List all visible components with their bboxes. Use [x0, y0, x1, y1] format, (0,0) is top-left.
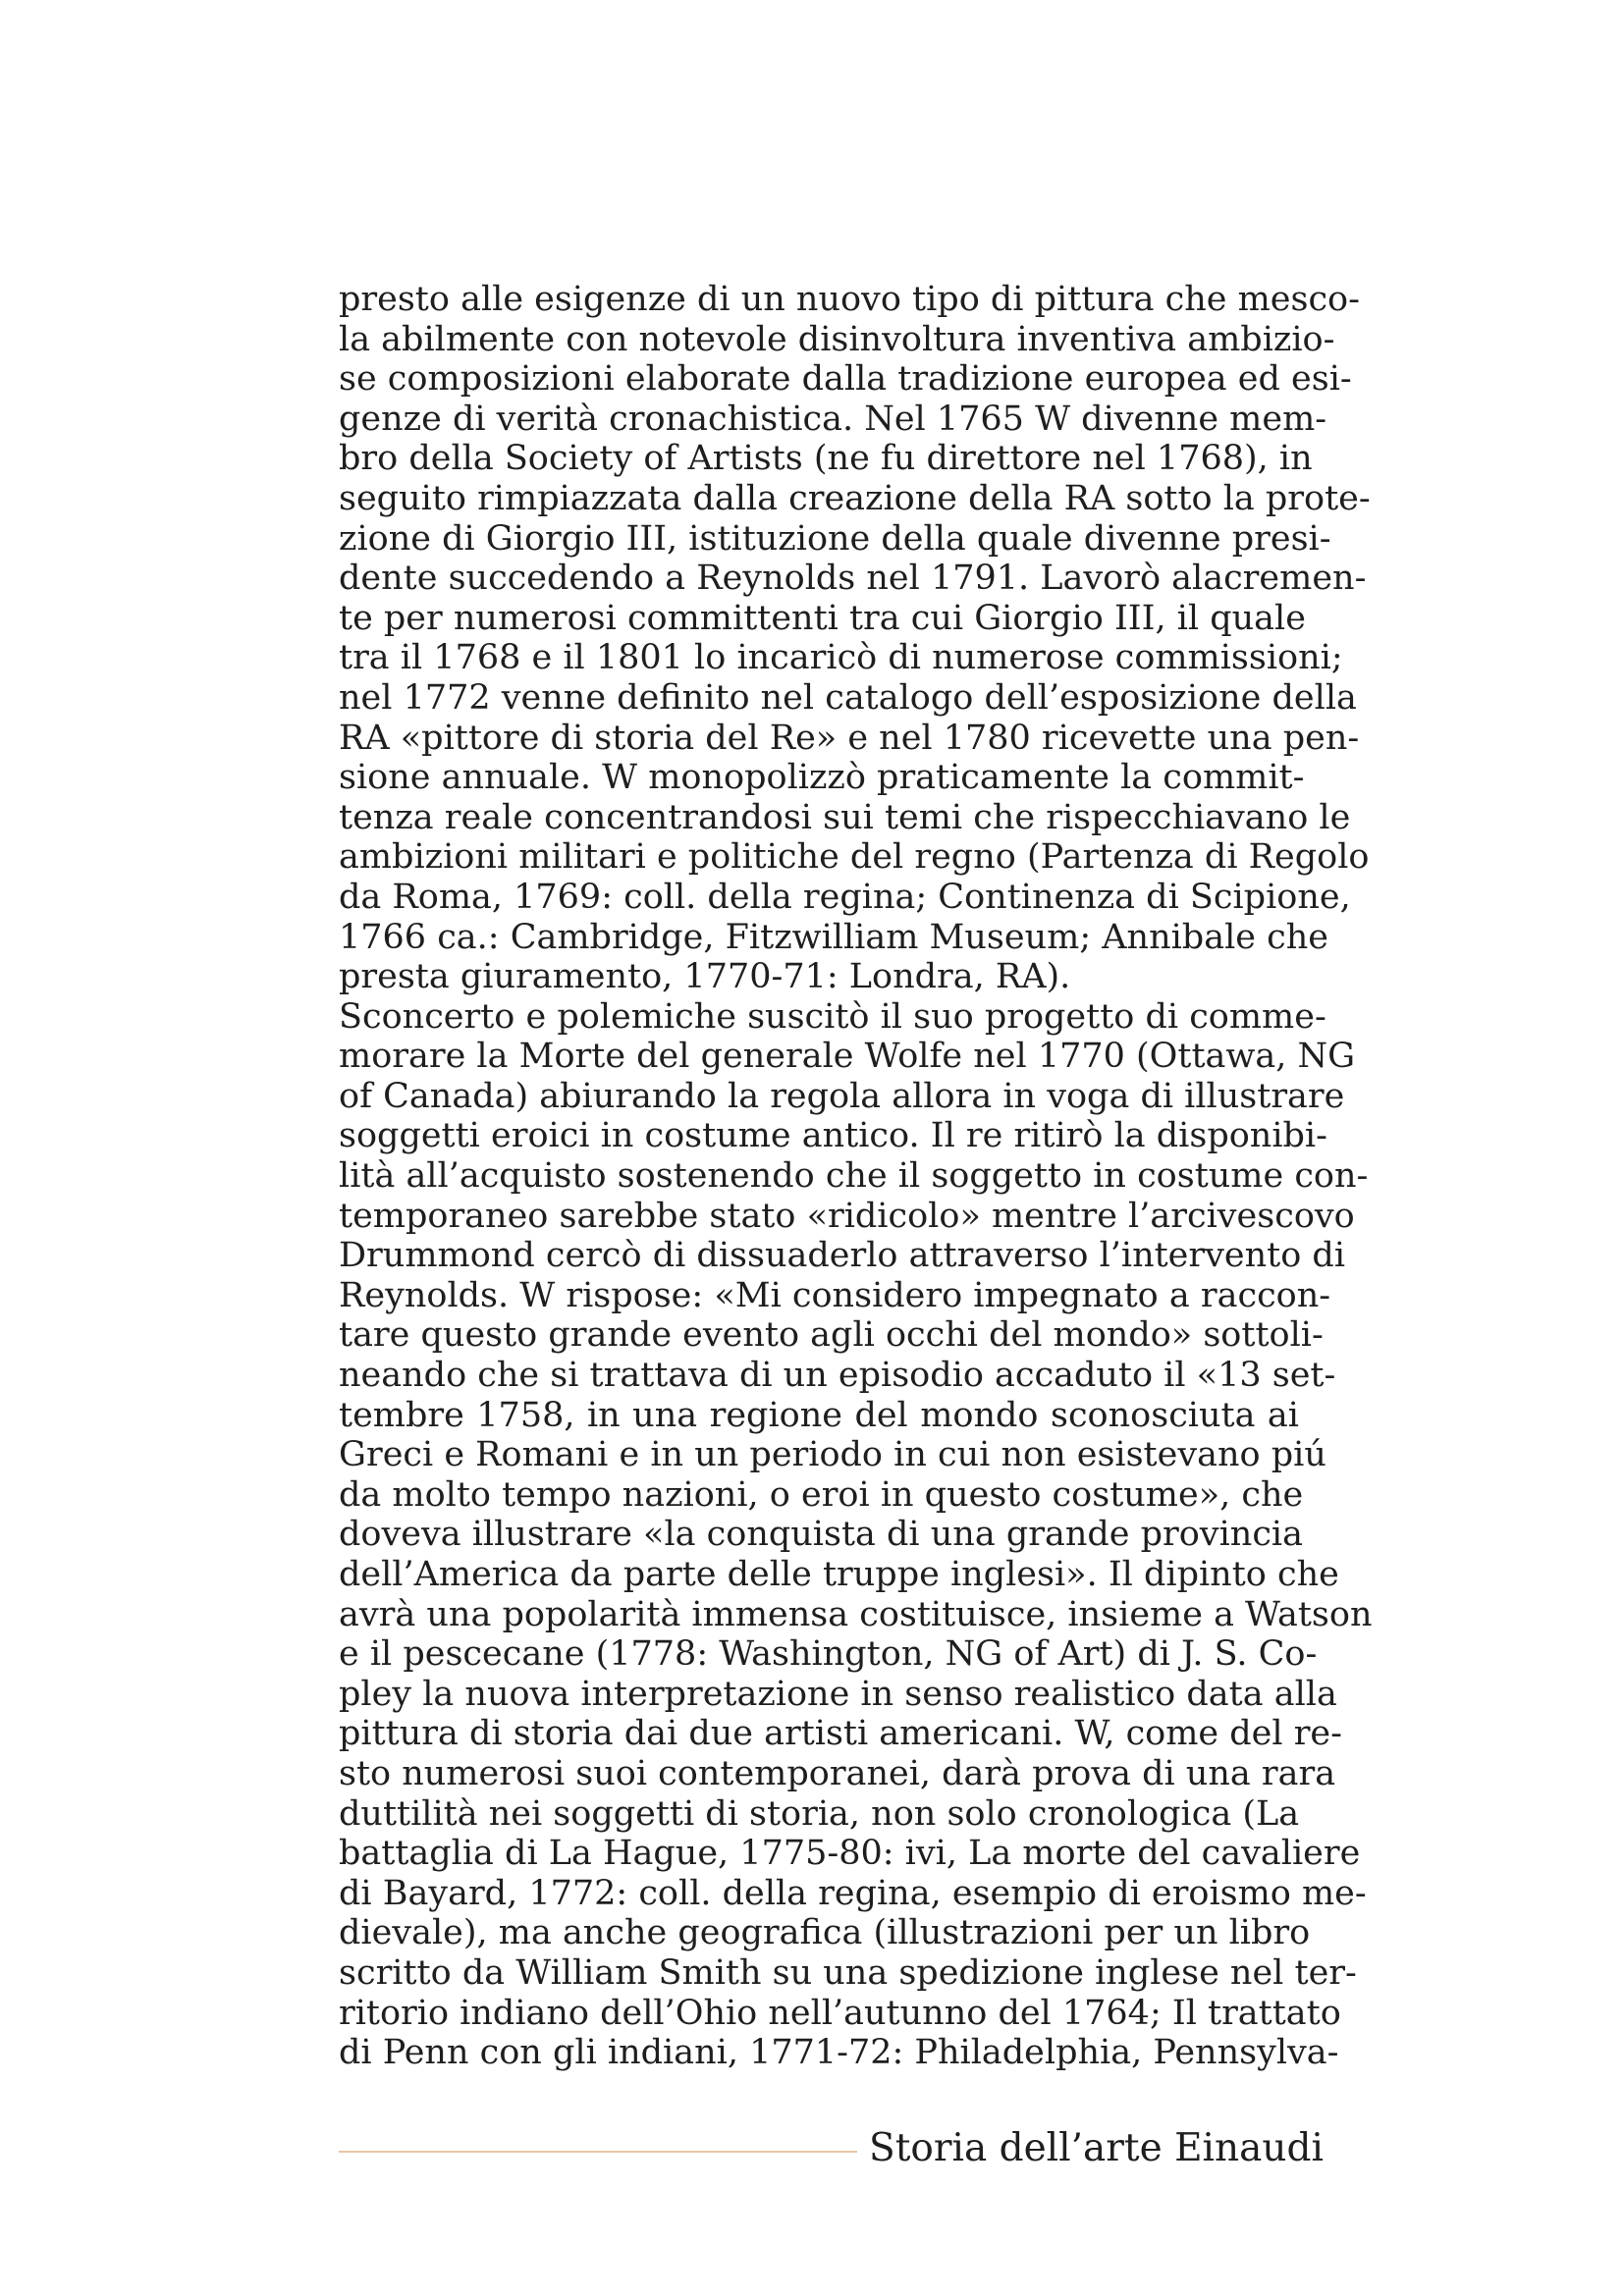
text-line: da molto tempo nazioni, o eroi in questo costume», che [339, 1474, 1304, 1515]
body-text [339, 280, 1373, 2073]
text-line: 1766 ca.: Cambridge, Fitzwilliam Museum; Annibale che [339, 917, 1328, 957]
text-line: di Bayard, 1772: coll. della regina, esempio di eroismo me- [339, 1873, 1367, 1913]
text-line: seguito rimpiazzata dalla creazione della RA sotto la prote- [339, 478, 1371, 518]
text-line: tenza reale concentrandosi sui temi che rispecchiavano le [339, 797, 1351, 837]
text-line: neando che si trattava di un episodio accaduto il «13 set- [339, 1356, 1336, 1396]
text-line: battaglia di La Hague, 1775-80: ivi, La morte del cavaliere [339, 1834, 1361, 1874]
text-line: da Roma, 1769: coll. della regina; Continenza di Scipione, [339, 877, 1351, 917]
text-line: nel 1772 venne definito nel catalogo dell’esposizione della [339, 677, 1357, 718]
text-line: doveva illustrare «la conquista di una grande provincia [339, 1515, 1303, 1555]
text-line: dell’America da parte delle truppe inglesi». Il dipinto che [339, 1555, 1339, 1594]
text-line: duttilità nei soggetti di storia, non solo cronologica (La [339, 1793, 1300, 1834]
text-line: presta giuramento, 1770-71: Londra, RA). [339, 957, 1071, 997]
footer-rule [339, 2151, 857, 2153]
text-line: la abilmente con notevole disinvoltura inventiva ambizio- [339, 319, 1335, 359]
text-line: zione di Giorgio III, istituzione della quale divenne presi- [339, 518, 1331, 559]
text-line: Reynolds. W rispose: «Mi considero impegnato a raccon- [339, 1275, 1331, 1315]
text-line: sione annuale. W monopolizzò praticamente la commit- [339, 758, 1305, 798]
text-line: dievale), ma anche geografica (illustrazioni per un libro [339, 1913, 1311, 1953]
text-line: ritorio indiano dell’Ohio nell’autunno del 1764; Il trattato [339, 1993, 1341, 2033]
text-line: dente succedendo a Reynolds nel 1791. Lavorò alacremen- [339, 559, 1367, 599]
text-line: RA «pittore di storia del Re» e nel 1780 ricevette una pen- [339, 718, 1360, 758]
text-line: te per numerosi committenti tra cui Giorgio III, il quale [339, 598, 1306, 638]
text-line: scritto da William Smith su una spedizione inglese nel ter- [339, 1952, 1357, 1993]
text-line: di Penn con gli indiani, 1771-72: Philadelphia, Pennsylva- [339, 2033, 1339, 2073]
text-line: e il pescecane (1778: Washington, NG of Art) di J. S. Co- [339, 1634, 1318, 1675]
text-line: Sconcerto e polemiche suscitò il suo progetto di comme- [339, 996, 1326, 1037]
text-line: se composizioni elaborate dalla tradizione europea ed esi- [339, 359, 1352, 400]
text-line: of Canada) abiurando la regola allora in voga di illustrare [339, 1076, 1345, 1116]
text-line: Drummond cercò di dissuaderlo attraverso l’intervento di [339, 1236, 1346, 1276]
text-line: ambizioni militari e politiche del regno (Partenza di Regolo [339, 837, 1370, 878]
text-line: presto alle esigenze di un nuovo tipo di pittura che mesco- [339, 280, 1360, 319]
text-line: tembre 1758, in una regione del mondo sconosciuta ai [339, 1395, 1299, 1435]
text-line: temporaneo sarebbe stato «ridicolo» mentre l’arcivescovo [339, 1196, 1355, 1236]
text-line: pley la nuova interpretazione in senso realistico data alla [339, 1674, 1337, 1714]
text-line: morare la Morte del generale Wolfe nel 1770 (Ottawa, NG [339, 1037, 1356, 1077]
text-line: lità all’acquisto sostenendo che il soggetto in costume con- [339, 1156, 1369, 1197]
text-line: avrà una popolarità immensa costituisce, insieme a Watson [339, 1594, 1373, 1634]
text-line: genze di verità cronachistica. Nel 1765 W divenne mem- [339, 399, 1327, 439]
text-line: Greci e Romani e in un periodo in cui non esistevano piú [339, 1435, 1326, 1475]
footer-title: Storia dell’arte Einaudi [869, 2126, 1324, 2170]
text-line: tare questo grande evento agli occhi del mondo» sottoli- [339, 1315, 1324, 1356]
text-line: tra il 1768 e il 1801 lo incaricò di numerose commissioni; [339, 638, 1343, 678]
text-line: pittura di storia dai due artisti americani. W, come del re- [339, 1714, 1342, 1754]
text-line: soggetti eroici in costume antico. Il re ritirò la disponibi- [339, 1116, 1327, 1156]
text-line: bro della Society of Artists (ne fu direttore nel 1768), in [339, 439, 1313, 479]
text-line: sto numerosi suoi contemporanei, darà prova di una rara [339, 1753, 1336, 1793]
